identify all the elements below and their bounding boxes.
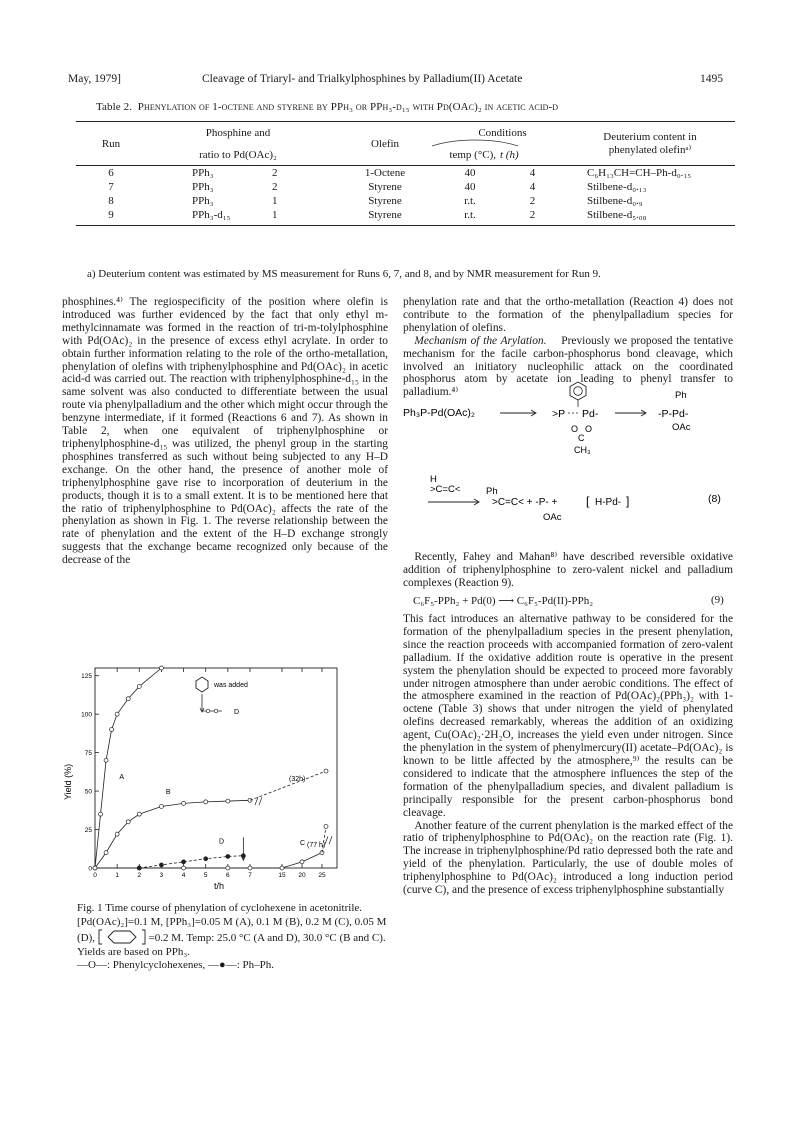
x-tick-label: 0 [93, 872, 97, 879]
scheme-product: -P-Pd- [658, 408, 689, 420]
cell-olefin: 1-Octene [364, 167, 406, 180]
caption-line-3: —O—: Phenylcyclohexenes, —●—: Ph–Ph. [77, 959, 274, 971]
paragraph-text: Previously we proposed the tentative mechanism for the facile carbon-phosphorus bond cleavage, which involved an initiatory nucleophilic attack on the coordinated phosphorus atom by acetate ion leading to phenyl transfer to palladium.⁴⁾ [403, 334, 734, 399]
header-run: Run [101, 138, 121, 150]
right-column-bottom [403, 613, 733, 897]
scheme-pd: Pd- [582, 408, 599, 420]
paragraph: phenylation rate and that the ortho-metallation (Reaction 4) does not contribute to the formation of the phenylpalladium species for phenylation of olefins. [403, 296, 733, 334]
scheme-intermediate: >P [552, 408, 566, 420]
data-point [110, 728, 114, 732]
paragraph: phosphines.⁴⁾ The regiospecificity of the position where olefin is introduced was further evidenced by the fact that only ethyl m-methylcinnamate was formed in the reaction of tri-m-tolylphosphine with Pd(OAc)₂ in the presence of excess ethyl acrylate. In order to obtain further information relating to the role of the ortho-metallation, phenylation of olefins with triphenylphosphine and Pd(OAc)₂ in acetic acid-d was carried out. The reaction with triphenylphosphine-d₁₅ in the same solvent was also conducted to differentiate between the usual route via phenylpalladium and the other which might occur through the benzyne intermediate, if it formed (Reactions 6 and 7). As shown in Table 2, when one equivalent of triphenylphosphine or triphenylphosphine-d₁₅ was utilized, the phenyl group in the starting phosphines transferred as such without being subjected to any H–D exchange. On the other hand, the presence of another mole of triphenylphosphine gave rise to incorporation of deuterium in the products, though it is to a small extent. It is to be mentioned here that the ratio of triphenylphosphine to Pd(OAc)₂ affects the rate of the phenylation as shown in Fig. 1. The reverse relationship between the rate of phenylation and the extent of the H–D exchange strongly suggests that the exchange became recognized only because of the decrease of the [62, 296, 388, 567]
data-point [159, 863, 163, 867]
scheme-bracket: ] [626, 494, 630, 508]
header-deuterium-top: Deuterium content in [603, 130, 697, 143]
chart-legend [196, 677, 248, 716]
data-point [93, 866, 97, 870]
cell-run: 6 [108, 167, 114, 180]
legend-marker [206, 709, 210, 713]
series-label: D [219, 838, 225, 846]
scheme-oac: OAc [543, 512, 562, 523]
header-temp: temp (°C), [449, 149, 496, 161]
cell-content: Stilbene-d₅.₀₈ [587, 209, 647, 222]
data-point [226, 866, 230, 870]
x-axis-label: t/h [214, 881, 225, 891]
legend-marker [214, 709, 218, 713]
series-label: C [300, 839, 306, 847]
scheme-o: O [585, 424, 593, 434]
data-point [324, 824, 328, 828]
paragraph: Another feature of the current phenylation is the marked effect of the ratio of triphenylphosphine to Pd(OAc)₂ on the reaction rate (Fig. 1). The increase in triphenylphosphine/Pd ratio depressed both the rate and yield of the phenylation. Particularly, the use of double moles of triphenylphosphine to Pd(OAc)₂ introduced a long induction period (curve C), and the presence of excess triphenylphosphine substantially [403, 819, 733, 897]
cell-temp: 40 [464, 181, 476, 194]
scheme-o: O [571, 424, 579, 434]
cell-ratio: 1 [272, 195, 278, 208]
cell-olefin: Styrene [368, 181, 402, 194]
scheme-ph: Ph [675, 390, 687, 401]
x-tick-label: 6 [226, 872, 230, 879]
table-bottom-rule [76, 225, 735, 226]
benzene-ring-icon [570, 382, 586, 407]
table-label: Table 2. [96, 101, 133, 113]
y-tick-label: 75 [84, 750, 92, 758]
header-phosphine-bottom: ratio to Pd(OAc)₂ [199, 149, 277, 161]
data-point [126, 697, 130, 701]
y-tick-label: 125 [81, 673, 92, 681]
equation-9: C₆F₅-PPh₂ + Pd(0) ⟶ C₆F₅-Pd(II)-PPh₂ [413, 595, 594, 607]
cell-ratio: 2 [272, 167, 278, 180]
table-title: Phenylation of 1-octene and styrene by PPh₃ or PPh₃-d₁₅ with Pd(OAc)₂ in acetic acid-d [137, 101, 559, 113]
cell-run: 7 [108, 181, 114, 194]
data-point [300, 860, 304, 864]
cell-run: 8 [108, 195, 114, 208]
scheme-oac: OAc [672, 422, 691, 433]
data-point [182, 801, 186, 805]
right-column-middle [403, 551, 733, 590]
cell-time: 4 [529, 181, 536, 194]
cell-temp: r.t. [464, 195, 476, 208]
plot-frame [95, 668, 337, 868]
x-tick-label: 15 [278, 872, 286, 879]
data-point [159, 666, 163, 670]
legend-added-label: was added [214, 682, 248, 689]
data-point [248, 866, 252, 870]
scheme-ch3: CH₃ [574, 445, 591, 455]
series-line [250, 771, 326, 800]
data-point [324, 769, 328, 773]
scheme-h: H [430, 474, 437, 485]
cell-olefin: Styrene [368, 209, 402, 222]
reaction-scheme-8 [400, 380, 740, 535]
scheme-c: C [578, 433, 585, 443]
data-point [182, 866, 186, 870]
running-header-title: Cleavage of Triaryl- and Trialkylphosphines by Palladium(II) Acetate [202, 73, 523, 85]
scheme-ph: Ph [486, 486, 498, 497]
series-line [95, 853, 322, 868]
data-point [99, 812, 103, 816]
caption-line-1: Fig. 1 Time course of phenylation of cyclohexene in acetonitrile. [Pd(OAc)₂]=0.1 M, [PPh₃]=0.05 M (A), 0.1 M (B), 0.2 M (C), 0.05 M (D), [77, 902, 387, 944]
left-column [62, 296, 388, 567]
scheme-olefin: >C=C< [430, 484, 461, 495]
y-tick-label: 50 [84, 788, 92, 796]
cell-ratio: 1 [272, 209, 278, 222]
legend-d-label: D [234, 709, 240, 716]
x-tick-label: 5 [203, 872, 208, 879]
series-label: B [165, 789, 171, 797]
cell-ratio: 2 [272, 181, 278, 194]
y-tick-label: 25 [84, 827, 92, 835]
data-point [159, 804, 163, 808]
equation-number: (9) [711, 594, 724, 606]
cell-olefin: Styrene [368, 195, 402, 208]
table-row [76, 195, 735, 209]
header-phosphine-top: Phosphine and [205, 126, 271, 139]
figure-1-chart [62, 660, 372, 900]
cyclohexadiene-bracket-icon [98, 929, 146, 945]
header-conditions: Conditions [478, 126, 527, 139]
table-2 [76, 122, 735, 223]
data-point [137, 684, 141, 688]
break-mark [325, 836, 332, 844]
x-tick-label: 3 [159, 872, 164, 879]
scheme-reactant: Ph₃P-Pd(OAc)₂ [403, 407, 475, 419]
y-tick-label: 100 [81, 711, 92, 719]
x-tick-label: 7 [248, 872, 252, 879]
data-point [204, 857, 208, 861]
y-axis-label: Yield (%) [63, 763, 73, 800]
data-point [280, 866, 284, 870]
cell-phosphine: PPh₃ [192, 181, 214, 194]
series-label: A [119, 773, 125, 781]
cell-phosphine: PPh₃ [192, 167, 214, 180]
data-point [182, 860, 186, 864]
annotation-77h: (77 h) [307, 842, 326, 849]
table-row [76, 209, 735, 223]
data-point [126, 820, 130, 824]
data-point [104, 758, 108, 762]
chart-marks [93, 666, 332, 870]
figure-caption [77, 902, 397, 973]
data-point [137, 812, 141, 816]
cell-run: 9 [108, 209, 114, 222]
paragraph: Recently, Fahey and Mahan⁸⁾ have described reversible oxidative addition of triphenylphosphine to zero-valent nickel and palladium complexes (Reaction 9). [403, 551, 733, 589]
cell-time: 4 [529, 167, 536, 180]
data-point [204, 800, 208, 804]
header-olefin: Olefin [370, 138, 400, 150]
data-point [137, 866, 141, 870]
x-tick-label: 4 [181, 872, 186, 879]
running-header-date: May, 1979] [68, 73, 121, 85]
cell-time: 2 [529, 195, 536, 208]
table-row [76, 181, 735, 195]
table-caption [96, 101, 558, 113]
data-point [104, 851, 108, 855]
caption-line-2: =0.2 M. Temp: 25.0 °C (A and D), 30.0 °C (B and C). Yields are based on PPh₃. [77, 932, 386, 958]
header-time: t (h) [500, 149, 519, 161]
equation-number: (8) [708, 493, 721, 505]
x-tick-label: 2 [137, 872, 142, 879]
cell-time: 2 [529, 209, 536, 222]
x-tick-label: 1 [115, 872, 119, 879]
x-tick-label: 25 [318, 872, 326, 879]
scheme-product-olefin: >C=C< + -P- + [492, 497, 558, 508]
scheme-hpd: H-Pd- [595, 497, 622, 508]
section-heading: Mechanism of the Arylation. [414, 334, 547, 347]
paragraph: This fact introduces an alternative pathway to be considered for the formation of the phenylpalladium species in the present phenylation, since the reaction proceeds with accompanied formation of zero-valent palladium. If the oxidative addition route is operative in the present system the phenylation should be expected to proceed more favorably under nitrogen atmosphere than under aerobic conditions. The effect of the atmosphere examined in the reaction of Pd(OAc)₂(PPh₃)₂ with 1-octene (Table 3) shows that under nitrogen the yield of phenylated olefins decreased remarkably, whereas the addition of an oxidizing agent, Cu(OAc)₂·2H₂O, increases the yield even under nitrogen. Since the phenylation in the system of phenylmercury(II) acetate–Pd(OAc)₂ is known to be little affected by the atmosphere,⁹⁾ the results can be considered to indicate that the atmosphere influences the step of the formation of the phenylpalladium species, and divalent palladium is principally responsible for the present carbon-phosphorus bond cleavage. [403, 613, 733, 819]
cell-content: C₆H₁₃CH=CH–Ph-d₀.₁₅ [587, 167, 692, 180]
table-footnote: a) Deuterium content was estimated by MS measurement for Runs 6, 7, and 8, and by NMR measurement for Run 9. [87, 268, 601, 280]
annotation-32h: (32h) [289, 776, 306, 783]
cell-content: Stilbene-d₀.₁₃ [587, 181, 647, 194]
header-deuterium-bottom: phenylated olefinᵃ⁾ [608, 144, 692, 156]
data-point [115, 712, 119, 716]
data-point [226, 799, 230, 803]
cyclohexadiene-icon [196, 677, 208, 692]
scheme-bracket: [ [586, 494, 590, 508]
cell-temp: r.t. [464, 209, 476, 222]
y-tick-label: 0 [88, 865, 92, 873]
cell-temp: 40 [464, 167, 476, 180]
page-number: 1495 [700, 73, 723, 85]
data-point [115, 832, 119, 836]
cell-phosphine: PPh₃ [192, 195, 214, 208]
cell-content: Stilbene-d₀.₉ [587, 195, 643, 208]
x-tick-label: 20 [298, 872, 306, 879]
data-point [226, 854, 230, 858]
cell-phosphine: PPh₃-d₁₅ [192, 209, 231, 222]
table-row [76, 167, 735, 181]
